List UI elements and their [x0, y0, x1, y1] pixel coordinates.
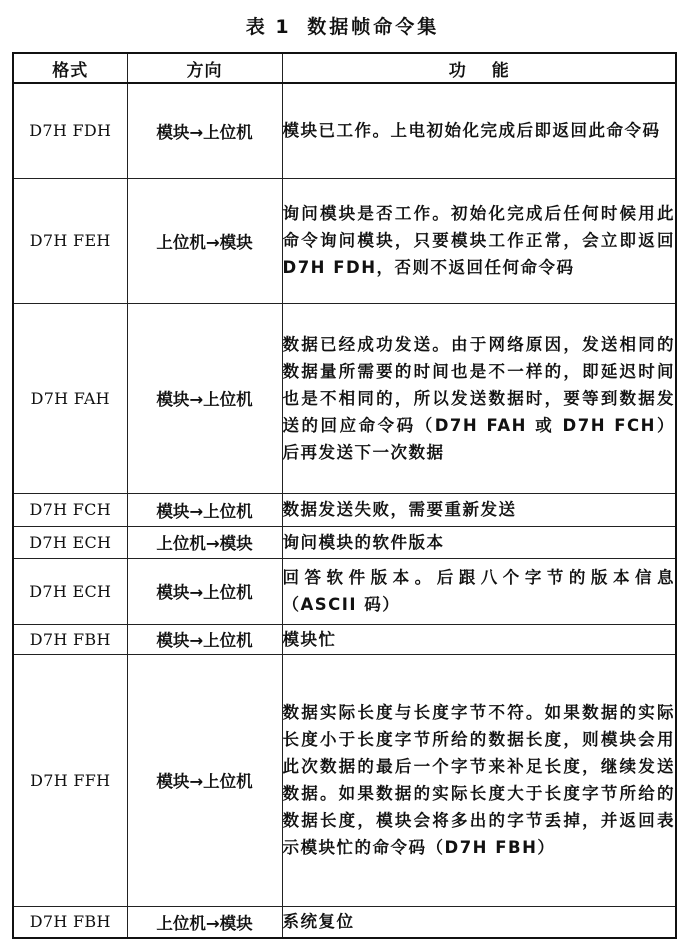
- table-row: [13, 83, 676, 178]
- header-function: 功能: [282, 53, 676, 83]
- direction-cell: 上位机→模块: [127, 906, 282, 938]
- caption-title: 数据帧命令集: [307, 16, 440, 38]
- format-cell: D7H FFH: [13, 654, 127, 906]
- function-cell: 系统复位: [282, 906, 676, 938]
- table-row: [13, 624, 676, 654]
- command-table: [12, 52, 677, 939]
- direction-cell: 上位机→模块: [127, 526, 282, 558]
- format-cell: D7H FDH: [13, 83, 127, 178]
- function-cell: 数据发送失败，需要重新发送: [282, 493, 676, 526]
- direction-cell: 模块→上位机: [127, 654, 282, 906]
- format-cell: D7H ECH: [13, 526, 127, 558]
- table-row: [13, 654, 676, 906]
- function-cell: 回答软件版本。后跟八个字节的版本信息（ASCII 码）: [282, 558, 676, 624]
- format-cell: D7H FBH: [13, 624, 127, 654]
- format-cell: D7H FEH: [13, 178, 127, 303]
- direction-cell: 上位机→模块: [127, 178, 282, 303]
- table-caption: [0, 12, 685, 39]
- header-format: 格式: [13, 53, 127, 83]
- header-row: [13, 53, 676, 83]
- direction-cell: 模块→上位机: [127, 624, 282, 654]
- direction-cell: 模块→上位机: [127, 493, 282, 526]
- format-cell: D7H FBH: [13, 906, 127, 938]
- table-row: [13, 303, 676, 493]
- header-direction: 方向: [127, 53, 282, 83]
- function-cell: 数据实际长度与长度字节不符。如果数据的实际长度小于长度字节所给的数据长度，则模块会用此次数据的最后一个字节来补足长度，继续发送数据。如果数据的实际长度大于长度字节所给的数据长度，模块会将多出的字节丢掉，并返回表示模块忙的命令码（D7H FBH）: [282, 654, 676, 906]
- table-row: [13, 906, 676, 938]
- table-row: [13, 526, 676, 558]
- function-cell: 数据已经成功发送。由于网络原因，发送相同的数据量所需要的时间也是不一样的，即延迟时间也是不相同的，所以发送数据时，要等到数据发送的回应命令码（D7H FAH 或 D7H FCH）后再发送下一次数据: [282, 303, 676, 493]
- direction-cell: 模块→上位机: [127, 83, 282, 178]
- function-cell: 模块忙: [282, 624, 676, 654]
- function-cell: 询问模块的软件版本: [282, 526, 676, 558]
- caption-number: 1: [275, 16, 290, 38]
- direction-cell: 模块→上位机: [127, 558, 282, 624]
- caption-label: 表: [245, 16, 266, 38]
- table-row: [13, 558, 676, 624]
- table-row: [13, 178, 676, 303]
- function-cell: 询问模块是否工作。初始化完成后任何时候用此命令询问模块，只要模块工作正常，会立即返回 D7H FDH，否则不返回任何命令码: [282, 178, 676, 303]
- table-row: [13, 493, 676, 526]
- function-cell: 模块已工作。上电初始化完成后即返回此命令码: [282, 83, 676, 178]
- format-cell: D7H FCH: [13, 493, 127, 526]
- direction-cell: 模块→上位机: [127, 303, 282, 493]
- format-cell: D7H FAH: [13, 303, 127, 493]
- format-cell: D7H ECH: [13, 558, 127, 624]
